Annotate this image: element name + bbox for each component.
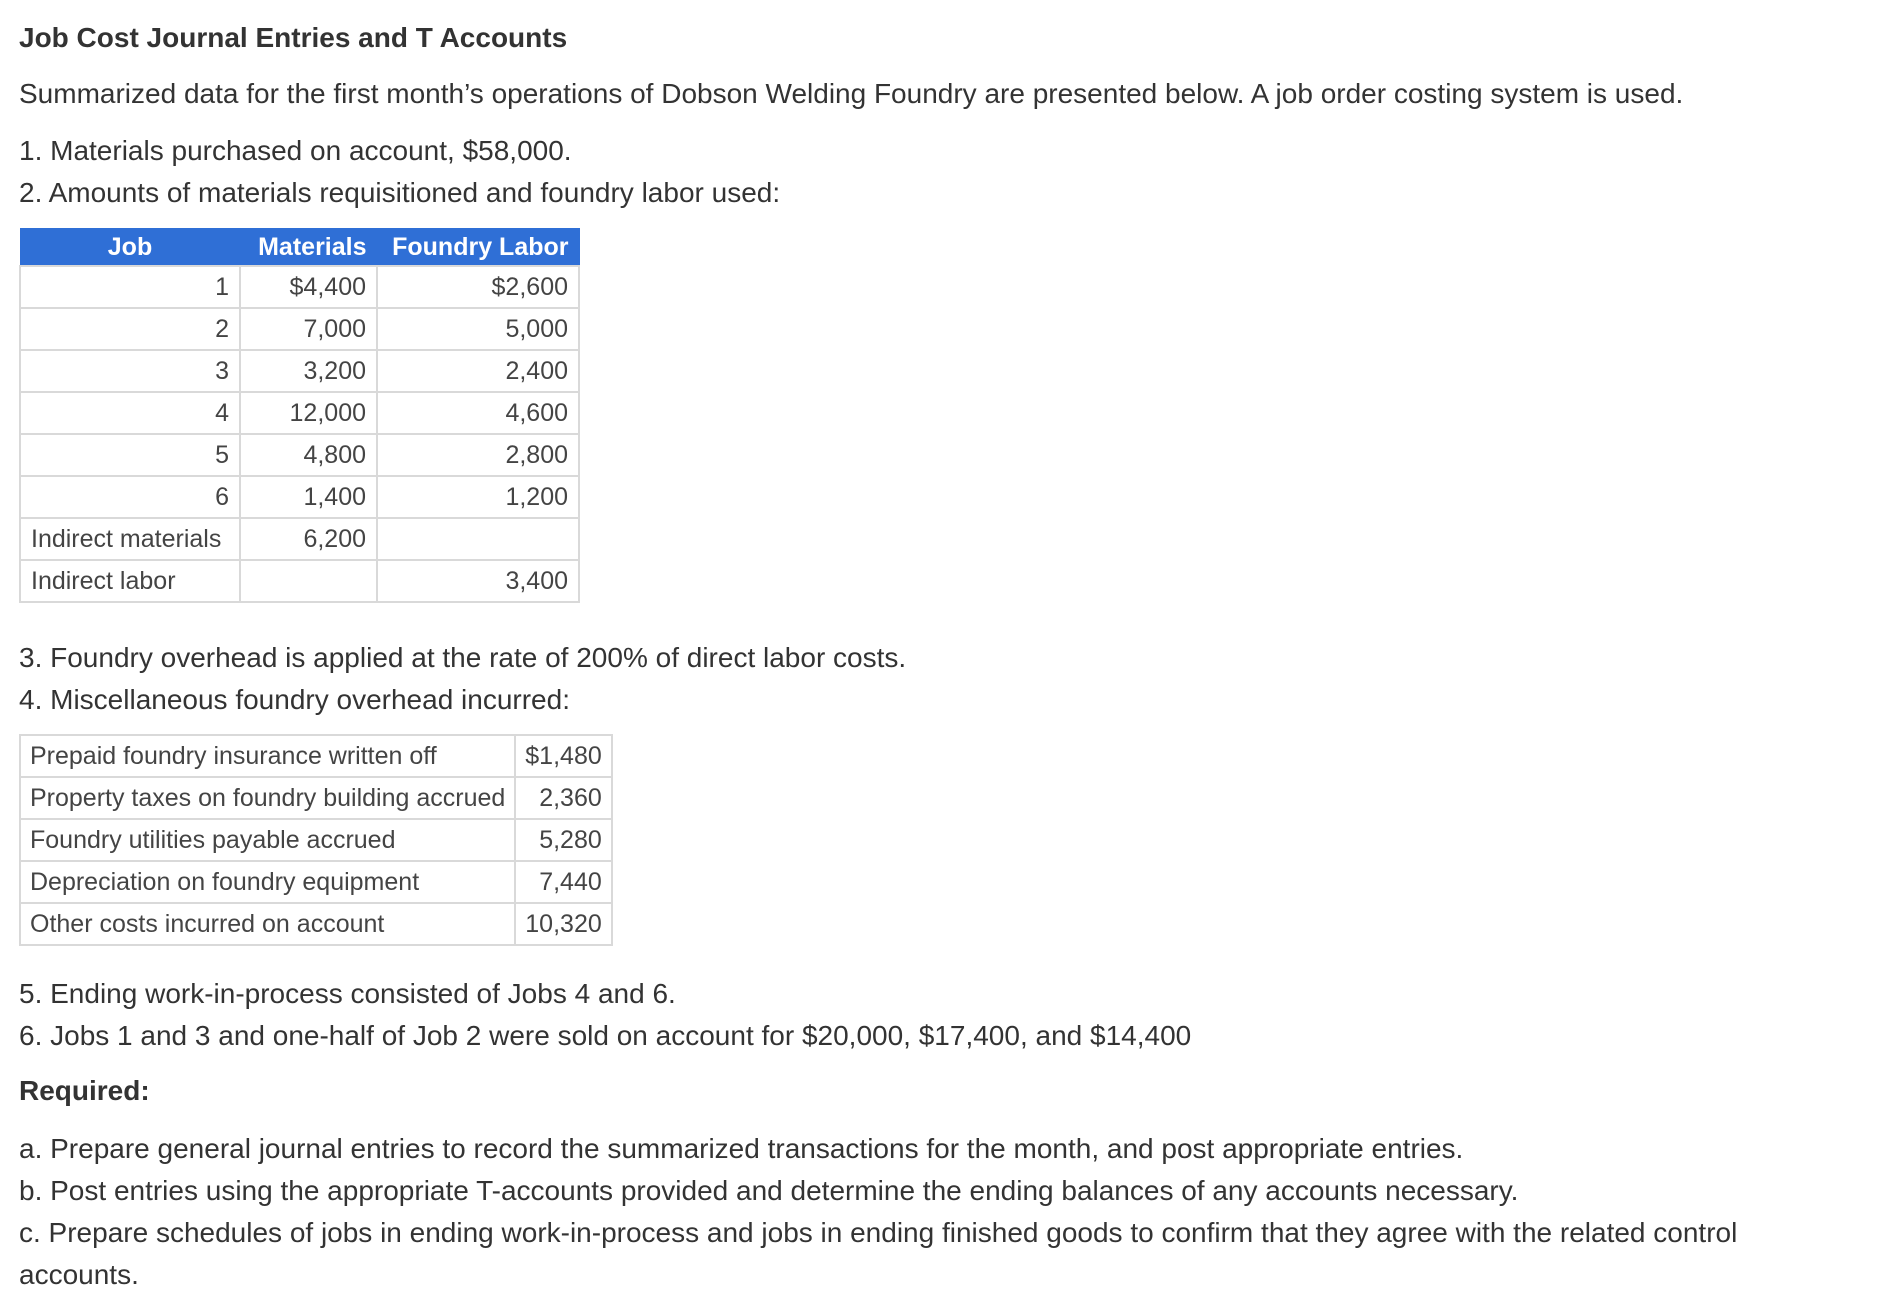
- page-title: Job Cost Journal Entries and T Accounts: [19, 22, 568, 53]
- job-cell: 3: [20, 350, 240, 392]
- table-row: [20, 735, 612, 777]
- requirement-b: b. Post entries using the appropriate T-accounts provided and determine the ending balances of any accounts necessary.: [19, 1175, 1519, 1206]
- job-cost-table: [19, 228, 580, 603]
- header-materials: Materials: [240, 229, 377, 267]
- header-job: Job: [20, 229, 240, 267]
- table-row: [20, 308, 579, 350]
- requirement-a: a. Prepare general journal entries to record the summarized transactions for the month, and post appropriate entries.: [19, 1133, 1464, 1164]
- labor-cell: 2,400: [377, 350, 579, 392]
- table-row: [20, 560, 579, 602]
- item-3: 3. Foundry overhead is applied at the rate of 200% of direct labor costs.: [19, 642, 907, 673]
- materials-cell: 1,400: [240, 476, 377, 518]
- header-foundry-labor: Foundry Labor: [377, 229, 579, 267]
- table-row: [20, 819, 612, 861]
- labor-cell: 2,800: [377, 434, 579, 476]
- item-2: 2. Amounts of materials requisitioned and foundry labor used:: [19, 177, 781, 208]
- table-row: [20, 518, 579, 560]
- overhead-amount: 5,280: [515, 819, 611, 861]
- overhead-amount: 7,440: [515, 861, 611, 903]
- labor-cell: $2,600: [377, 266, 579, 308]
- table-row: [20, 777, 612, 819]
- materials-cell: 3,200: [240, 350, 377, 392]
- table-row: [20, 861, 612, 903]
- required-heading: Required:: [19, 1075, 150, 1106]
- labor-cell: 3,400: [377, 560, 579, 602]
- materials-cell: $4,400: [240, 266, 377, 308]
- job-cell: 1: [20, 266, 240, 308]
- materials-cell: 7,000: [240, 308, 377, 350]
- materials-cell: 6,200: [240, 518, 377, 560]
- overhead-label: Depreciation on foundry equipment: [20, 861, 515, 903]
- job-cell: Indirect materials: [20, 518, 240, 560]
- job-cell: Indirect labor: [20, 560, 240, 602]
- intro-text: Summarized data for the first month’s operations of Dobson Welding Foundry are presented below. A job order costing system is used.: [19, 78, 1684, 109]
- overhead-label: Other costs incurred on account: [20, 903, 515, 945]
- labor-cell: [377, 518, 579, 560]
- labor-cell: 1,200: [377, 476, 579, 518]
- job-cell: 5: [20, 434, 240, 476]
- materials-cell: 12,000: [240, 392, 377, 434]
- overhead-table: [19, 734, 613, 946]
- job-cell: 2: [20, 308, 240, 350]
- overhead-amount: $1,480: [515, 735, 611, 777]
- labor-cell: 4,600: [377, 392, 579, 434]
- requirement-c-continued: accounts.: [19, 1259, 139, 1290]
- item-5: 5. Ending work-in-process consisted of Jobs 4 and 6.: [19, 978, 676, 1009]
- overhead-label: Prepaid foundry insurance written off: [20, 735, 515, 777]
- labor-cell: 5,000: [377, 308, 579, 350]
- table-row: [20, 392, 579, 434]
- table-header-row: [20, 229, 579, 267]
- table-row: [20, 350, 579, 392]
- requirement-c: c. Prepare schedules of jobs in ending work-in-process and jobs in ending finished goods to confirm that they agree with the related control: [19, 1217, 1738, 1248]
- item-4: 4. Miscellaneous foundry overhead incurred:: [19, 684, 570, 715]
- table-row: [20, 476, 579, 518]
- overhead-amount: 10,320: [515, 903, 611, 945]
- overhead-label: Property taxes on foundry building accrued: [20, 777, 515, 819]
- table-row: [20, 903, 612, 945]
- overhead-label: Foundry utilities payable accrued: [20, 819, 515, 861]
- job-cell: 4: [20, 392, 240, 434]
- materials-cell: 4,800: [240, 434, 377, 476]
- table-row: [20, 434, 579, 476]
- overhead-amount: 2,360: [515, 777, 611, 819]
- table-row: [20, 266, 579, 308]
- item-1: 1. Materials purchased on account, $58,000.: [19, 135, 572, 166]
- job-cell: 6: [20, 476, 240, 518]
- materials-cell: [240, 560, 377, 602]
- item-6: 6. Jobs 1 and 3 and one-half of Job 2 were sold on account for $20,000, $17,400, and $14,400: [19, 1020, 1192, 1051]
